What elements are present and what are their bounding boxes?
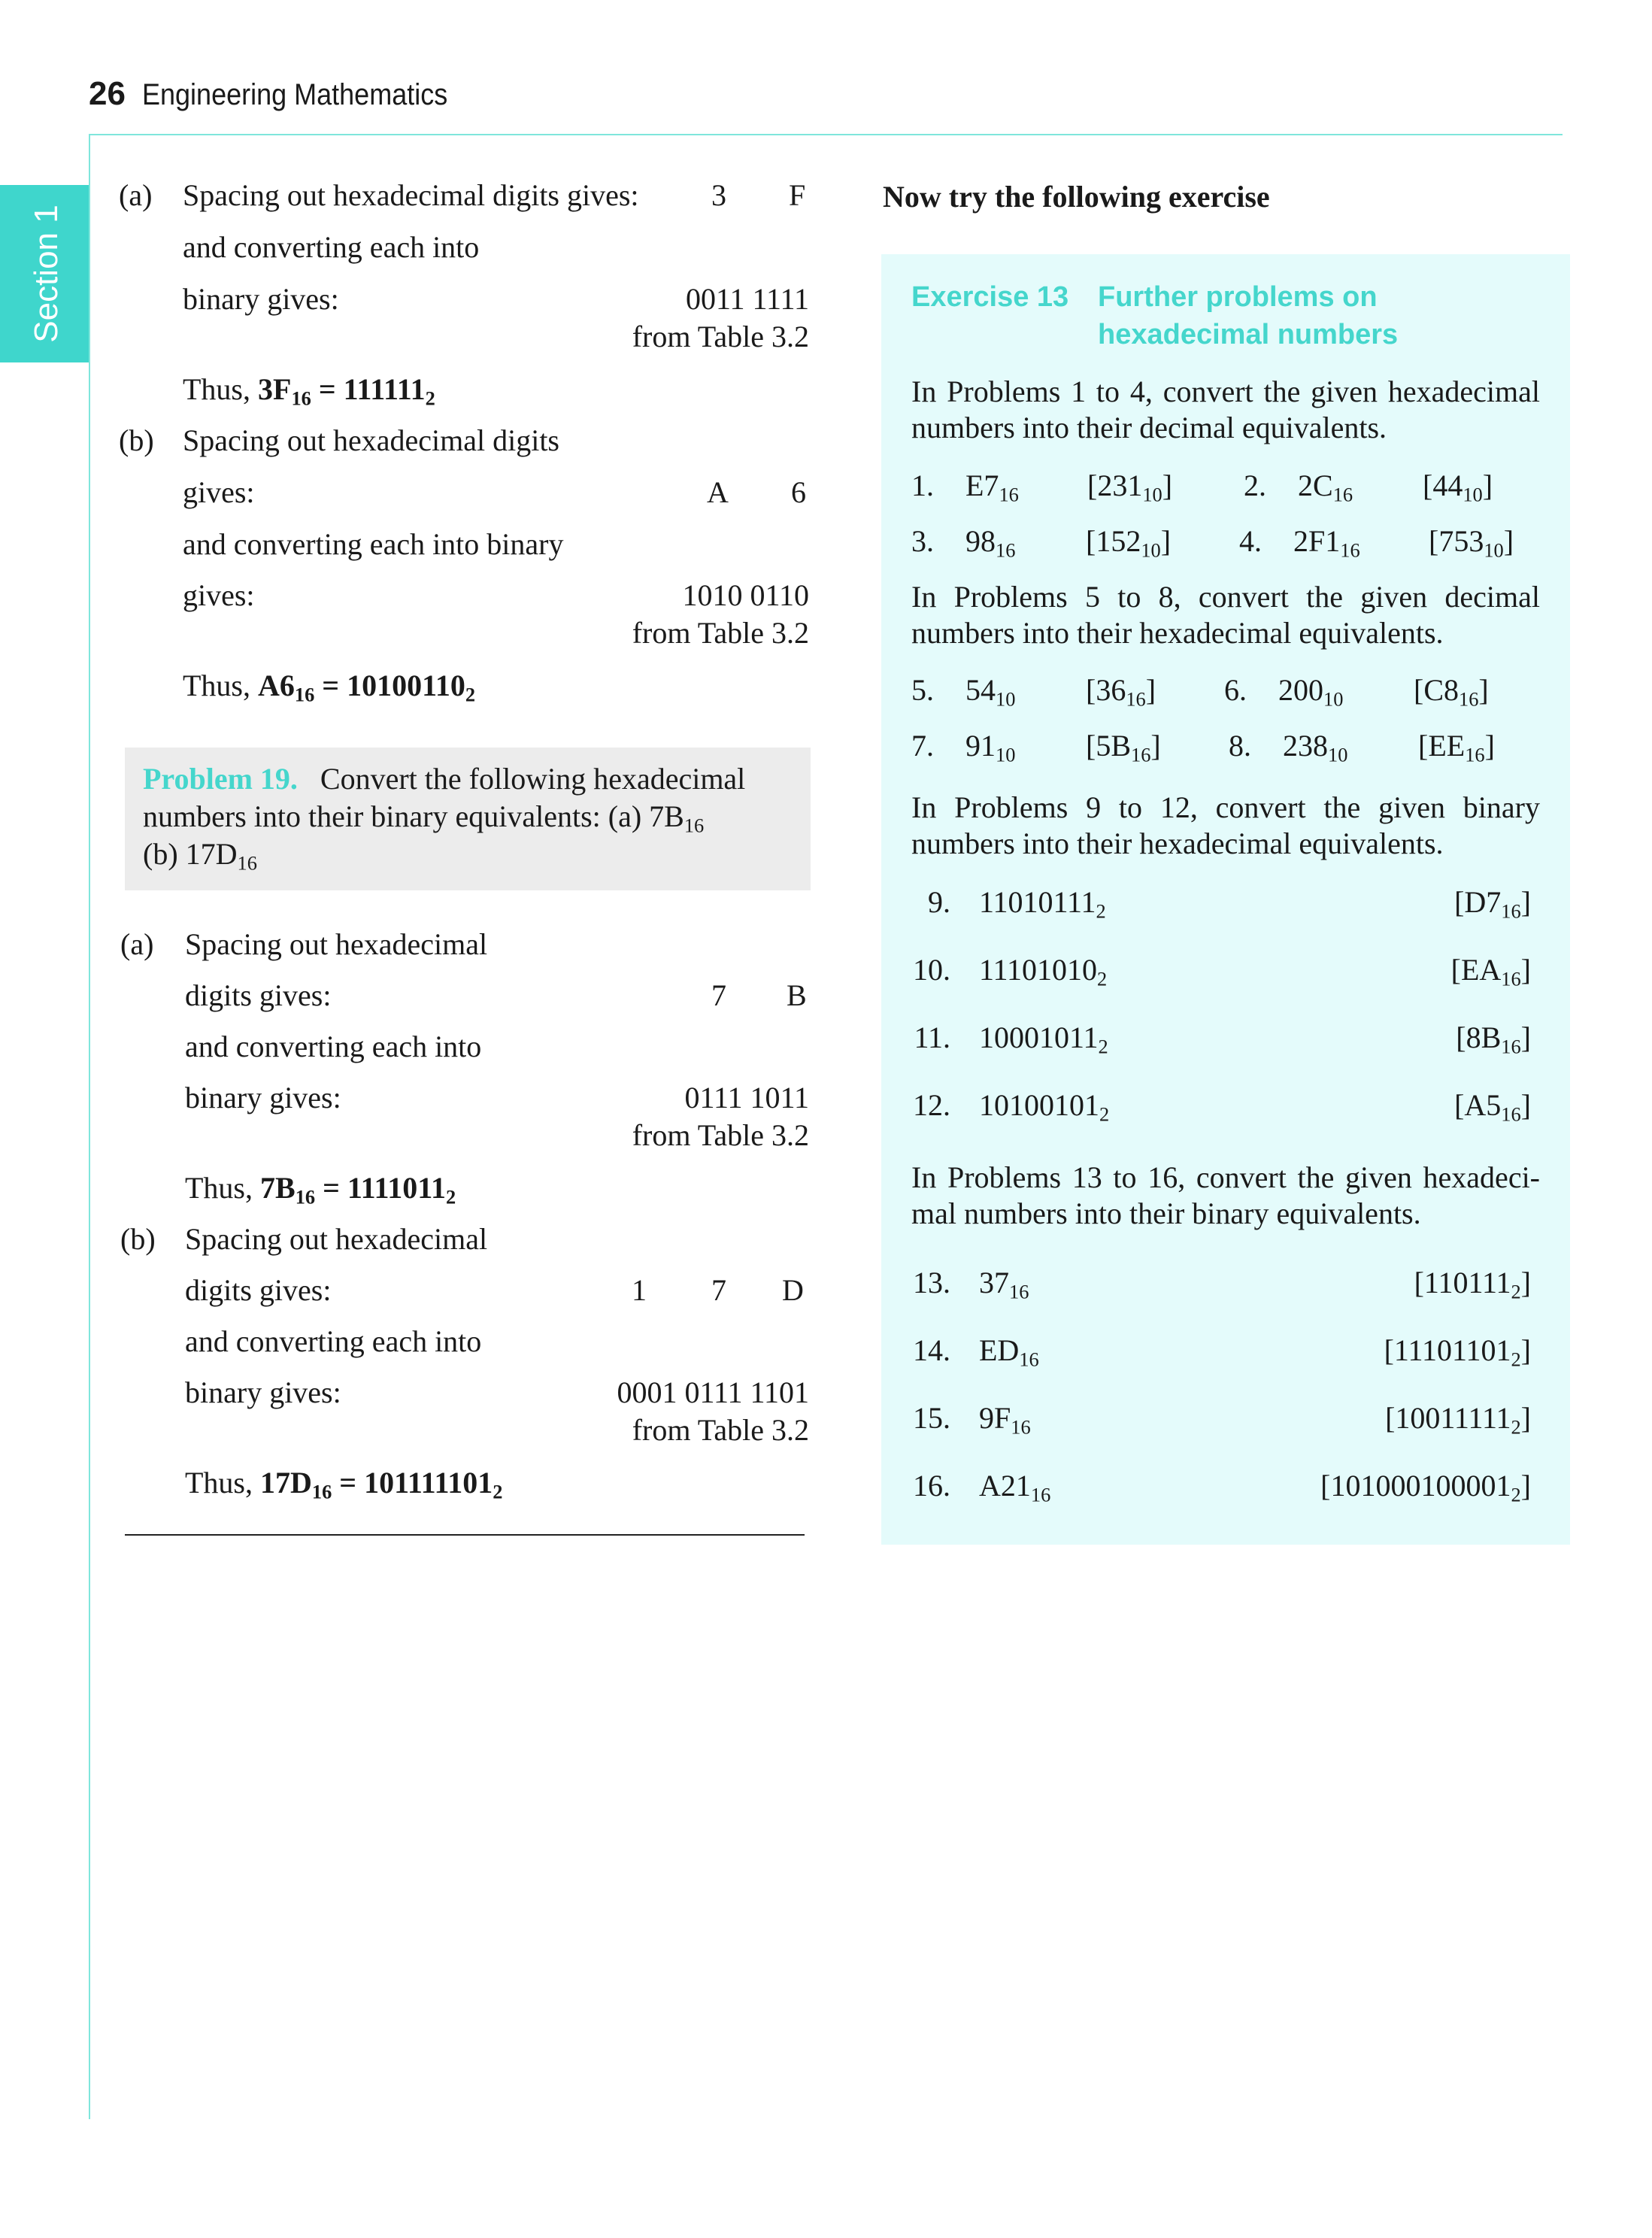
problem-number: 5. <box>911 673 934 707</box>
problem-number: 2. <box>1244 469 1266 502</box>
part-label: (a) <box>119 178 153 212</box>
problem-answer: $[C8_{16}]$ <box>1414 673 1489 711</box>
problem-question: $11010111_2$ <box>979 885 1106 923</box>
problem-line: numbers into their binary equivalents: (a) $7B_{16}$ <box>143 799 705 837</box>
problem-number: 4. <box>1239 524 1262 558</box>
text-line: Spacing out hexadecimal <box>185 1222 488 1256</box>
text-line: Spacing out hexadecimal <box>185 927 488 961</box>
problem-question: $9F_{16}$ <box>979 1401 1031 1439</box>
exercise-title: hexadecimal numbers <box>1098 319 1399 350</box>
text-line: binary gives: <box>185 1081 341 1114</box>
problem-question: $2C_{16}$ <box>1298 469 1353 506</box>
text-line: gives: <box>183 578 255 612</box>
margin-rule <box>89 134 90 2119</box>
header-rule <box>89 134 1563 135</box>
hex-digit: 1 <box>632 1273 647 1307</box>
text-line: binary gives: <box>183 282 339 316</box>
problem-question: $37_{16}$ <box>979 1266 1029 1303</box>
problem-number: 15. <box>913 1401 950 1435</box>
problem-question: $91_{10}$ <box>965 729 1016 766</box>
problem-number: 9. <box>928 885 950 919</box>
problem-number: 11. <box>914 1020 950 1054</box>
text-line: binary gives: <box>185 1375 341 1409</box>
text-line: and converting each into <box>185 1030 482 1063</box>
problem-question: $E7_{16}$ <box>965 469 1019 506</box>
problem-number: 1. <box>911 469 934 502</box>
table-reference: from Table 3.2 <box>632 616 809 650</box>
problem-answer: $[A5_{16}]$ <box>1454 1088 1531 1126</box>
problem-answer: $[5B_{16}]$ <box>1086 729 1161 766</box>
problem-answer: $[36_{16}]$ <box>1086 673 1156 711</box>
problem-question: $ED_{16}$ <box>979 1333 1039 1371</box>
text-line: and converting each into <box>183 230 480 264</box>
binary-value: 0001 0111 1101 <box>617 1375 809 1409</box>
section-tab <box>0 185 89 362</box>
problem-number: 7. <box>911 729 934 763</box>
page-header <box>89 75 481 113</box>
problem-label: Problem 19. <box>143 762 298 796</box>
section-label: Section 1 <box>28 205 65 343</box>
problem-question: $10100101_2$ <box>979 1088 1110 1126</box>
now-try-heading: Now try the following exercise <box>883 180 1270 214</box>
problem-answer: $[D7_{16}]$ <box>1454 885 1531 923</box>
result-line: Thus, $7B_{16} = 1111011_2$ <box>185 1171 456 1208</box>
problem-number: 8. <box>1229 729 1251 763</box>
instructions: In Problems 5 to 8, convert the given decimal numbers into their hexadecimal equivalents. <box>911 580 1540 650</box>
hex-digit: D <box>782 1273 804 1307</box>
text-line: digits gives: <box>185 978 332 1012</box>
problem-number: 6. <box>1224 673 1247 707</box>
problem-answer: $[10011111_2]$ <box>1385 1401 1531 1439</box>
part-label: (b) <box>120 1222 156 1256</box>
text-line: Spacing out hexadecimal digits <box>183 423 559 457</box>
problem-answer: $[753_{10}]$ <box>1429 524 1514 562</box>
hex-digit: 6 <box>791 475 806 509</box>
table-reference: from Table 3.2 <box>632 1118 809 1152</box>
problem-answer: $[8B_{16}]$ <box>1456 1020 1531 1058</box>
text-line: and converting each into <box>185 1324 482 1358</box>
problem-number: 14. <box>913 1333 950 1367</box>
problem-line: Problem 19. Convert the following hexadecimal <box>143 762 746 796</box>
problem-number: 13. <box>913 1266 950 1299</box>
hex-digit: B <box>787 978 807 1012</box>
problem-question: $A21_{16}$ <box>979 1469 1051 1506</box>
exercise-title: Further problems on <box>1098 281 1378 313</box>
binary-value: 1010 0110 <box>682 578 809 612</box>
binary-value: 0111 1011 <box>684 1081 809 1114</box>
problem-question: $238_{10}$ <box>1283 729 1348 766</box>
problem-question: $2F1_{16}$ <box>1293 524 1360 562</box>
instructions: In Problems 1 to 4, convert the given hexadecimal numbers into their decimal equivalents. <box>911 375 1540 444</box>
problem-question: $200_{10}$ <box>1278 673 1344 711</box>
problem-number: 12. <box>913 1088 950 1122</box>
hex-digit: A <box>707 475 729 509</box>
page-number: 26 <box>89 75 126 112</box>
text-line: Spacing out hexadecimal digits gives: <box>183 178 639 212</box>
binary-value: 0011 1111 <box>685 282 809 316</box>
result-line: Thus, $A6_{16} = 10100110_2$ <box>183 669 476 706</box>
instructions: In Problems 13 to 16, convert the given hexadeci-mal numbers into their binary equivalents. <box>911 1160 1540 1230</box>
text-line: gives: <box>183 475 255 509</box>
problem-answer: $[110111_2]$ <box>1414 1266 1531 1303</box>
problem-answer: $[152_{10}]$ <box>1086 524 1172 562</box>
hex-digit: F <box>789 178 806 212</box>
problem-answer: $[44_{10}]$ <box>1423 469 1493 506</box>
result-line: Thus, $3F_{16} = 111111_2$ <box>183 372 435 410</box>
book-title: Engineering Mathematics <box>141 78 448 111</box>
text-line: and converting each into binary <box>183 527 564 561</box>
hex-digit: 7 <box>711 1273 726 1307</box>
hex-digit: 3 <box>711 178 726 212</box>
part-label: (a) <box>120 927 154 961</box>
text-line: digits gives: <box>185 1273 332 1307</box>
problem-question: $11101010_2$ <box>979 953 1108 990</box>
result-line: Thus, $17D_{16} = 101111101_2$ <box>185 1466 503 1503</box>
instructions: In Problems 9 to 12, convert the given binary numbers into their hexadecimal equivalents. <box>911 790 1540 860</box>
problem-answer: $[EE_{16}]$ <box>1418 729 1495 766</box>
problem-answer: $[11101101_2]$ <box>1384 1333 1531 1371</box>
problem-number: 3. <box>911 524 934 558</box>
part-label: (b) <box>119 423 154 457</box>
end-rule <box>125 1534 805 1536</box>
table-reference: from Table 3.2 <box>632 1413 809 1447</box>
problem-number: 10. <box>913 953 950 987</box>
problem-question: $98_{16}$ <box>965 524 1016 562</box>
table-reference: from Table 3.2 <box>632 320 809 353</box>
problem-number: 16. <box>913 1469 950 1503</box>
problem-question: $54_{10}$ <box>965 673 1016 711</box>
exercise-label: Exercise 13 <box>911 281 1069 313</box>
problem-answer: $[EA_{16}]$ <box>1450 953 1531 990</box>
problem-line: (b) $17D_{16}$ <box>143 837 257 875</box>
problem-answer: $[101000100001_2]$ <box>1320 1469 1531 1506</box>
problem-question: $10001011_2$ <box>979 1020 1108 1058</box>
problem-answer: $[231_{10}]$ <box>1087 469 1173 506</box>
hex-digit: 7 <box>711 978 726 1012</box>
